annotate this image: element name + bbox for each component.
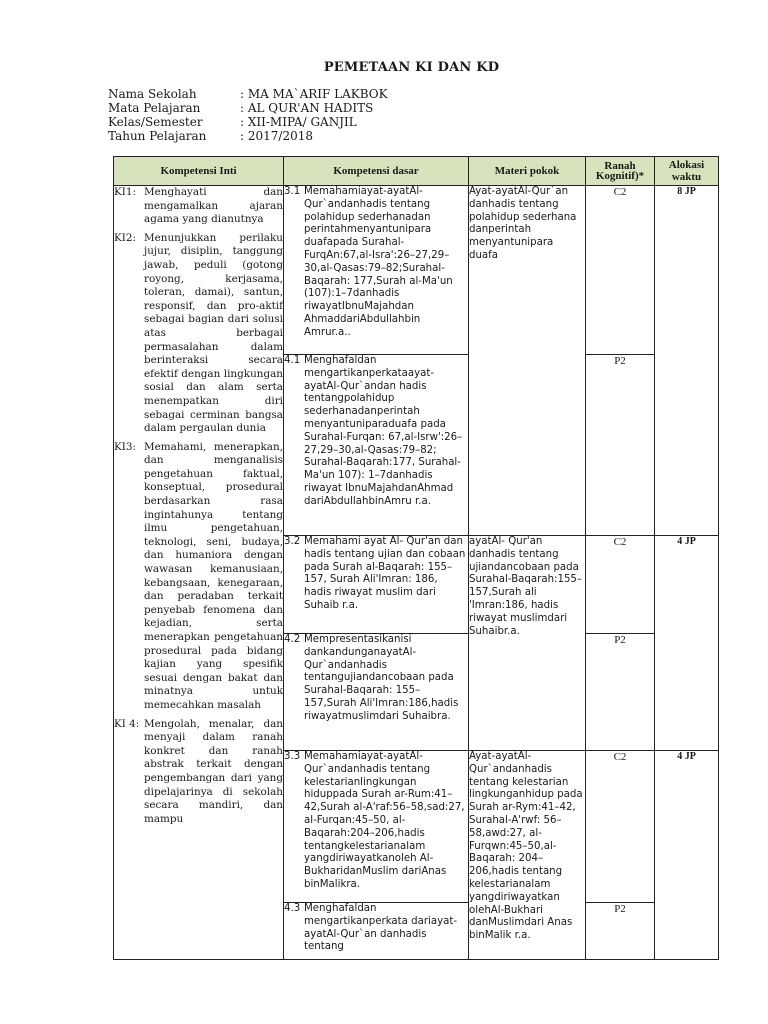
ranah-kognitif-cell: C2 [586,536,655,634]
kd-text: Memahami ayat Al- Qur'an dan hadis tentang ujian dan cobaan pada Surah al-Baqarah: 155–157, Surah Ali'Imran: 186, hadis riwayat muslim dari Suhaib r.a. [304,536,466,611]
kompetensi-dasar-cell [284,536,469,634]
kd-item [284,355,468,509]
ranah-kognitif-cell: C2 [586,186,655,355]
kompetensi-dasar-cell [284,186,469,355]
kd-item [284,751,468,892]
ranah-kognitif-cell: P2 [586,355,655,536]
kd-text: Menghafaldan mengartikanperkata dariayat-ayatAl-Qur`an danhadis tentang [304,903,458,953]
kd-code: 3.3 [284,751,301,762]
meta-row-school [108,87,388,101]
ranah-kognitif-cell: C2 [586,751,655,903]
ki-item [114,186,283,227]
meta-row-subject [108,101,388,115]
header-materi-pokok: Materi pokok [469,157,586,186]
meta-value: : 2017/2018 [240,129,313,143]
materi-pokok-cell: Ayat-ayatAl-Qur`andanhadis tentang kelestarian lingkunganhidup pada Surah ar-Rym:41–42, Surahal-A'rwf: 56–58,awd:27, al-Furqwn:45–50,al-Baqarah: 204–206,hadis tentang kelestarianalam yangdiriwayatkan olehAl-Bukhari danMuslimdari Anas binMalik r.a. [469,751,586,960]
meta-value: : XII-MIPA/ GANJIL [240,115,357,129]
ki-code: KI 4: [114,717,140,730]
table-header-row [114,157,719,186]
header-kompetensi-dasar: Kompetensi dasar [284,157,469,186]
kompetensi-dasar-cell [284,634,469,751]
alokasi-waktu-cell: 8 JP [655,186,719,536]
kd-code: 4.1 [284,355,301,366]
meta-label: Tahun Pelajaran [108,129,207,143]
header-alokasi-waktu: Alokasi waktu [655,157,719,186]
table-row [114,186,719,355]
ki-text: Memahami, menerapkan, dan menganalisis pengetahuan faktual, konseptual, prosedural berdasarkan rasa ingintahunya tentang ilmu pengetahuan, teknologi, seni, budaya, dan humaniora dengan wawasan kemanusiaan, kebangsaan, kenegaraan, dan peradaban terkait penyebab fenomena dan kejadian, serta menerapkan pengetahuan prosedural pada bidang kajian yang spesifik sesuai dengan bakat dan minatnya untuk memecahkan masalah [144,440,283,711]
alokasi-waktu-cell: 4 JP [655,751,719,960]
kd-code: 4.3 [284,903,301,914]
kd-code: 3.1 [284,186,301,197]
kompetensi-dasar-cell [284,355,469,536]
ki-item [114,232,283,436]
meta-row-class [108,115,388,129]
kd-text: Menghafaldan mengartikanperkataayat-ayatAl-Qur`andan hadis tentangpolahidup sederhanadanperintah menyantuniparaduafa pada Surahal-Furqan: 67,al-Isrw':26–27,29–30,al-Qasas:79–82; Surahal-Baqarah:177, Surahal-Ma'un 107): 1–7danhadis riwayat IbnuMajahdanAhmad dariAbdullahbinAmru r.a. [304,355,463,507]
meta-label: Kelas/Semester [108,115,203,129]
meta-value: : MA MA`ARIF LAKBOK [240,87,388,101]
kd-item [284,186,468,340]
header-ranah-kognitif: Ranah Kognitif)* [586,157,655,186]
ki-item [114,441,283,713]
kd-item [284,536,468,613]
kd-code: 3.2 [284,536,301,547]
ki-item [114,718,283,827]
ranah-kognitif-cell: P2 [586,903,655,960]
ki-text: Menunjukkan perilaku jujur, disiplin, tanggung jawab, peduli (gotong royong, kerjasama, toleran, damai), santun, responsif, dan pro-aktif sebagai bagian dari solusi atas berbagai permasalahan dalam berinteraksi secara efektif dengan lingkungan sosial dan alam serta menempatkan diri sebagai cerminan bangsa dalam pergaulan dunia [144,231,283,435]
meta-label: Nama Sekolah [108,87,197,101]
meta-row-year [108,129,388,143]
ki-text: Mengolah, menalar, dan menyaji dalam ranah konkret dan ranah abstrak terkait dengan pengembangan dari yang dipelajarinya di sekolah secara mandiri, dan mampu [144,717,283,825]
materi-pokok-cell: ayatAl- Qur'an danhadis tentang ujiandancobaan pada Surahal-Baqarah:155–157,Surah ali 'Imran:186, hadis riwayat muslimdari Suhaibr.a. [469,536,586,751]
ki-code: KI1: [114,186,136,198]
kompetensi-inti-cell [114,186,284,960]
kd-text: Memahamiayat-ayatAl-Qur`andanhadis tentang polahidup sederhanadan perintahmenyantunipara duafapada Surahal-FurqAn:67,al-Isra':26–27,29–30,al-Qasas:79–82;Surahal-Baqarah: 177,Surah al-Ma'un (107):1–7danhadis riwayatIbnuMajahdan AhmaddariAbdullahbin Amrur.a.. [304,186,453,338]
kd-item [284,634,468,724]
kd-text: Mempresentasikanisi dankandunganayatAl-Qur`andanhadis tentangujiandancobaan pada Surahal-Baqarah: 155–157,Surah Ali'Imran:186,hadis riwayatmuslimdari Suhaibra. [304,634,459,722]
kd-item [284,903,468,954]
materi-pokok-cell: Ayat-ayatAl-Qur`an danhadis tentang polahidup sederhana danperintah menyantunipara duafa [469,186,586,536]
meta-value: : AL QUR'AN HADITS [240,101,374,115]
ki-code: KI3: [114,440,136,453]
kompetensi-dasar-cell [284,903,469,960]
header-kompetensi-inti: Kompetensi Inti [114,157,284,186]
kd-code: 4.2 [284,634,301,645]
alokasi-waktu-cell: 4 JP [655,536,719,751]
ki-text: Menghayati dan mengamalkan ajaran agama yang dianutnya [144,186,283,226]
kd-text: Memahamiayat-ayatAl-Qur`andanhadis tentang kelestarianlingkungan hiduppada Surah ar-Rum:41–42,Surah al-A'raf:56–58,sad:27, al-Furqan:45–50, al-Baqarah:204–206,hadis tentangkelestarianalam yangdiriwayatkanoleh Al-BukharidanMuslim dariAnas binMalikra. [304,751,465,890]
ki-kd-mapping-table [113,156,719,960]
kompetensi-dasar-cell [284,751,469,903]
document-title: PEMETAAN KI DAN KD [323,60,500,75]
document-meta [108,87,388,143]
meta-label: Mata Pelajaran [108,101,201,115]
ranah-kognitif-cell: P2 [586,634,655,751]
ki-code: KI2: [114,231,136,244]
